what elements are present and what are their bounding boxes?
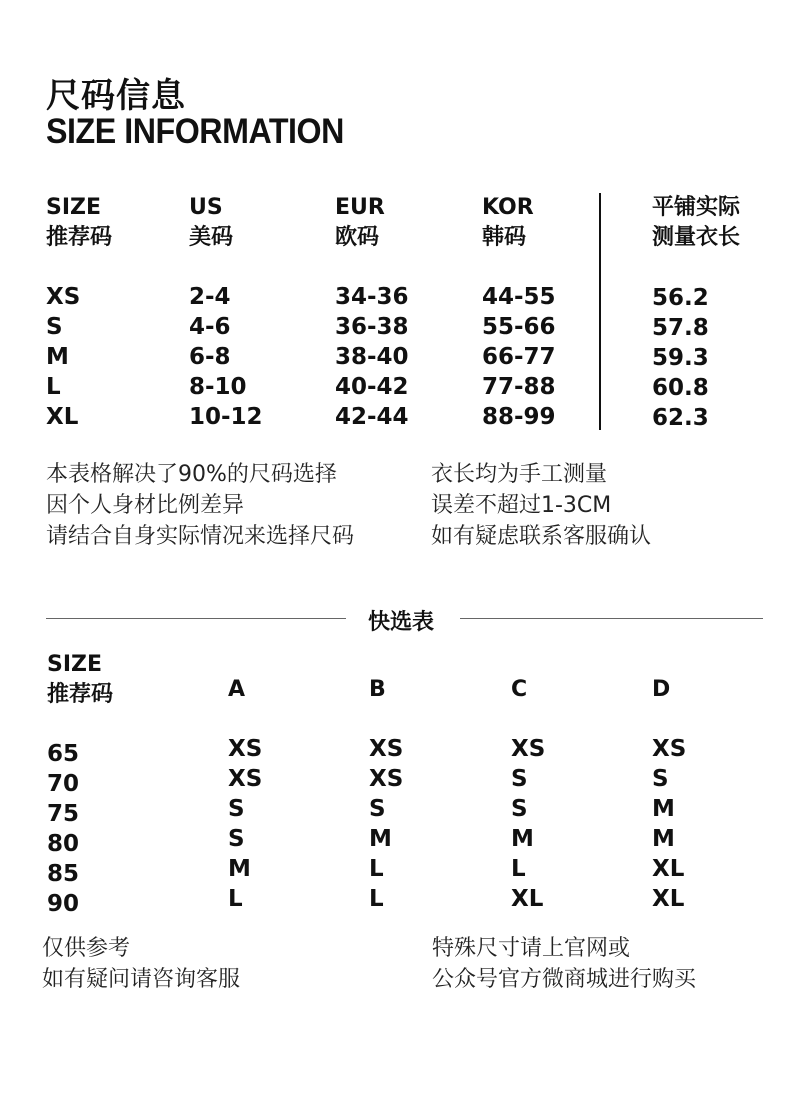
table-cell: S bbox=[228, 796, 245, 822]
header-line1: KOR bbox=[482, 195, 534, 220]
table-cell: S bbox=[228, 826, 245, 852]
table-cell: 2-4 bbox=[189, 284, 231, 310]
table-cell: 38-40 bbox=[335, 344, 409, 370]
table-cell: 56.2 bbox=[652, 285, 709, 311]
table-cell: XS bbox=[369, 736, 404, 762]
notes-right bbox=[431, 459, 651, 552]
table-cell: S bbox=[46, 314, 63, 340]
quick-b-column bbox=[369, 734, 403, 914]
quick-size-column bbox=[47, 739, 79, 919]
divider-left bbox=[46, 618, 346, 619]
note-line: 误差不超过1-3CM bbox=[431, 493, 612, 518]
page-title-en: SIZE INFORMATION bbox=[46, 112, 344, 151]
table-cell: 77-88 bbox=[482, 374, 556, 400]
divider-right bbox=[460, 618, 763, 619]
table-cell: L bbox=[511, 856, 526, 882]
page-title-cn: 尺码信息 bbox=[46, 76, 186, 116]
quick-table-header-d: D bbox=[652, 677, 671, 702]
note-line: 如有疑虑联系客服确认 bbox=[431, 524, 652, 549]
quick-c-column bbox=[511, 734, 545, 914]
size-table-header-size bbox=[46, 193, 112, 253]
kor-column bbox=[482, 282, 556, 432]
table-cell: M bbox=[46, 344, 69, 370]
table-cell: 36-38 bbox=[335, 314, 409, 340]
column-divider bbox=[599, 193, 601, 430]
table-cell: M bbox=[652, 826, 675, 852]
table-cell: 55-66 bbox=[482, 314, 556, 340]
us-column bbox=[189, 282, 263, 432]
table-cell: 40-42 bbox=[335, 374, 409, 400]
header-line2: 欧码 bbox=[335, 225, 380, 250]
footer-right bbox=[432, 933, 696, 995]
quick-table-title: 快选表 bbox=[368, 610, 435, 635]
table-cell: 34-36 bbox=[335, 284, 409, 310]
table-cell: 65 bbox=[47, 741, 80, 767]
table-cell: S bbox=[511, 766, 528, 792]
table-cell: 88-99 bbox=[482, 404, 556, 430]
notes-left bbox=[46, 459, 354, 552]
table-cell: XS bbox=[511, 736, 546, 762]
quick-table-header-c: C bbox=[511, 677, 528, 702]
quick-d-column bbox=[652, 734, 686, 914]
header-line1: SIZE bbox=[46, 195, 102, 220]
table-cell: S bbox=[652, 766, 669, 792]
table-cell: S bbox=[369, 796, 386, 822]
table-cell: 10-12 bbox=[189, 404, 263, 430]
table-cell: XS bbox=[228, 736, 263, 762]
length-column bbox=[652, 283, 709, 433]
table-cell: S bbox=[511, 796, 528, 822]
table-cell: XL bbox=[511, 886, 544, 912]
table-cell: 4-6 bbox=[189, 314, 231, 340]
table-cell: 66-77 bbox=[482, 344, 556, 370]
quick-table-header-b: B bbox=[369, 677, 386, 702]
table-cell: 62.3 bbox=[652, 405, 709, 431]
table-cell: 8-10 bbox=[189, 374, 247, 400]
eur-column bbox=[335, 282, 409, 432]
table-cell: 80 bbox=[47, 831, 80, 857]
header-line2: 韩码 bbox=[482, 225, 527, 250]
table-cell: M bbox=[652, 796, 675, 822]
size-column bbox=[46, 282, 80, 432]
table-cell: XS bbox=[652, 736, 687, 762]
header-line2: 美码 bbox=[189, 225, 234, 250]
table-cell: M bbox=[511, 826, 534, 852]
table-cell: M bbox=[228, 856, 251, 882]
size-table-header-length bbox=[652, 193, 740, 253]
note-line: 因个人身材比例差异 bbox=[46, 493, 245, 518]
size-table-header-eur bbox=[335, 193, 385, 253]
header-line1: US bbox=[189, 195, 223, 220]
table-cell: 70 bbox=[47, 771, 80, 797]
table-cell: XS bbox=[228, 766, 263, 792]
note-line: 如有疑问请咨询客服 bbox=[42, 967, 241, 992]
footer-left bbox=[42, 933, 240, 995]
quick-table-header-size bbox=[47, 650, 113, 710]
note-line: 衣长均为手工测量 bbox=[431, 462, 608, 487]
table-cell: 85 bbox=[47, 861, 80, 887]
note-line: 公众号官方微商城进行购买 bbox=[432, 967, 697, 992]
header-line2: 推荐码 bbox=[46, 225, 113, 250]
quick-table-header-a: A bbox=[228, 677, 246, 702]
table-cell: M bbox=[369, 826, 392, 852]
table-cell: 57.8 bbox=[652, 315, 709, 341]
table-cell: XS bbox=[369, 766, 404, 792]
note-line: 本表格解决了90%的尺码选择 bbox=[46, 462, 337, 487]
quick-a-column bbox=[228, 734, 262, 914]
header-line2: 测量衣长 bbox=[652, 225, 741, 250]
table-cell: 6-8 bbox=[189, 344, 231, 370]
note-line: 请结合自身实际情况来选择尺码 bbox=[46, 524, 355, 549]
table-cell: L bbox=[369, 856, 384, 882]
table-cell: 60.8 bbox=[652, 375, 709, 401]
table-cell: XL bbox=[46, 404, 79, 430]
size-table-header-kor bbox=[482, 193, 534, 253]
table-cell: L bbox=[228, 886, 243, 912]
table-cell: 42-44 bbox=[335, 404, 409, 430]
header-line1: EUR bbox=[335, 195, 385, 220]
table-cell: 90 bbox=[47, 891, 80, 917]
table-cell: 75 bbox=[47, 801, 80, 827]
table-cell: 59.3 bbox=[652, 345, 709, 371]
table-cell: XS bbox=[46, 284, 81, 310]
table-cell: 44-55 bbox=[482, 284, 556, 310]
table-cell: XL bbox=[652, 856, 685, 882]
header-line1: 平铺实际 bbox=[652, 195, 741, 220]
note-line: 仅供参考 bbox=[42, 936, 131, 961]
table-cell: L bbox=[46, 374, 61, 400]
note-line: 特殊尺寸请上官网或 bbox=[432, 936, 631, 961]
table-cell: L bbox=[369, 886, 384, 912]
size-table-header-us bbox=[189, 193, 233, 253]
table-cell: XL bbox=[652, 886, 685, 912]
header-line1: SIZE bbox=[47, 652, 103, 677]
header-line2: 推荐码 bbox=[47, 682, 114, 707]
